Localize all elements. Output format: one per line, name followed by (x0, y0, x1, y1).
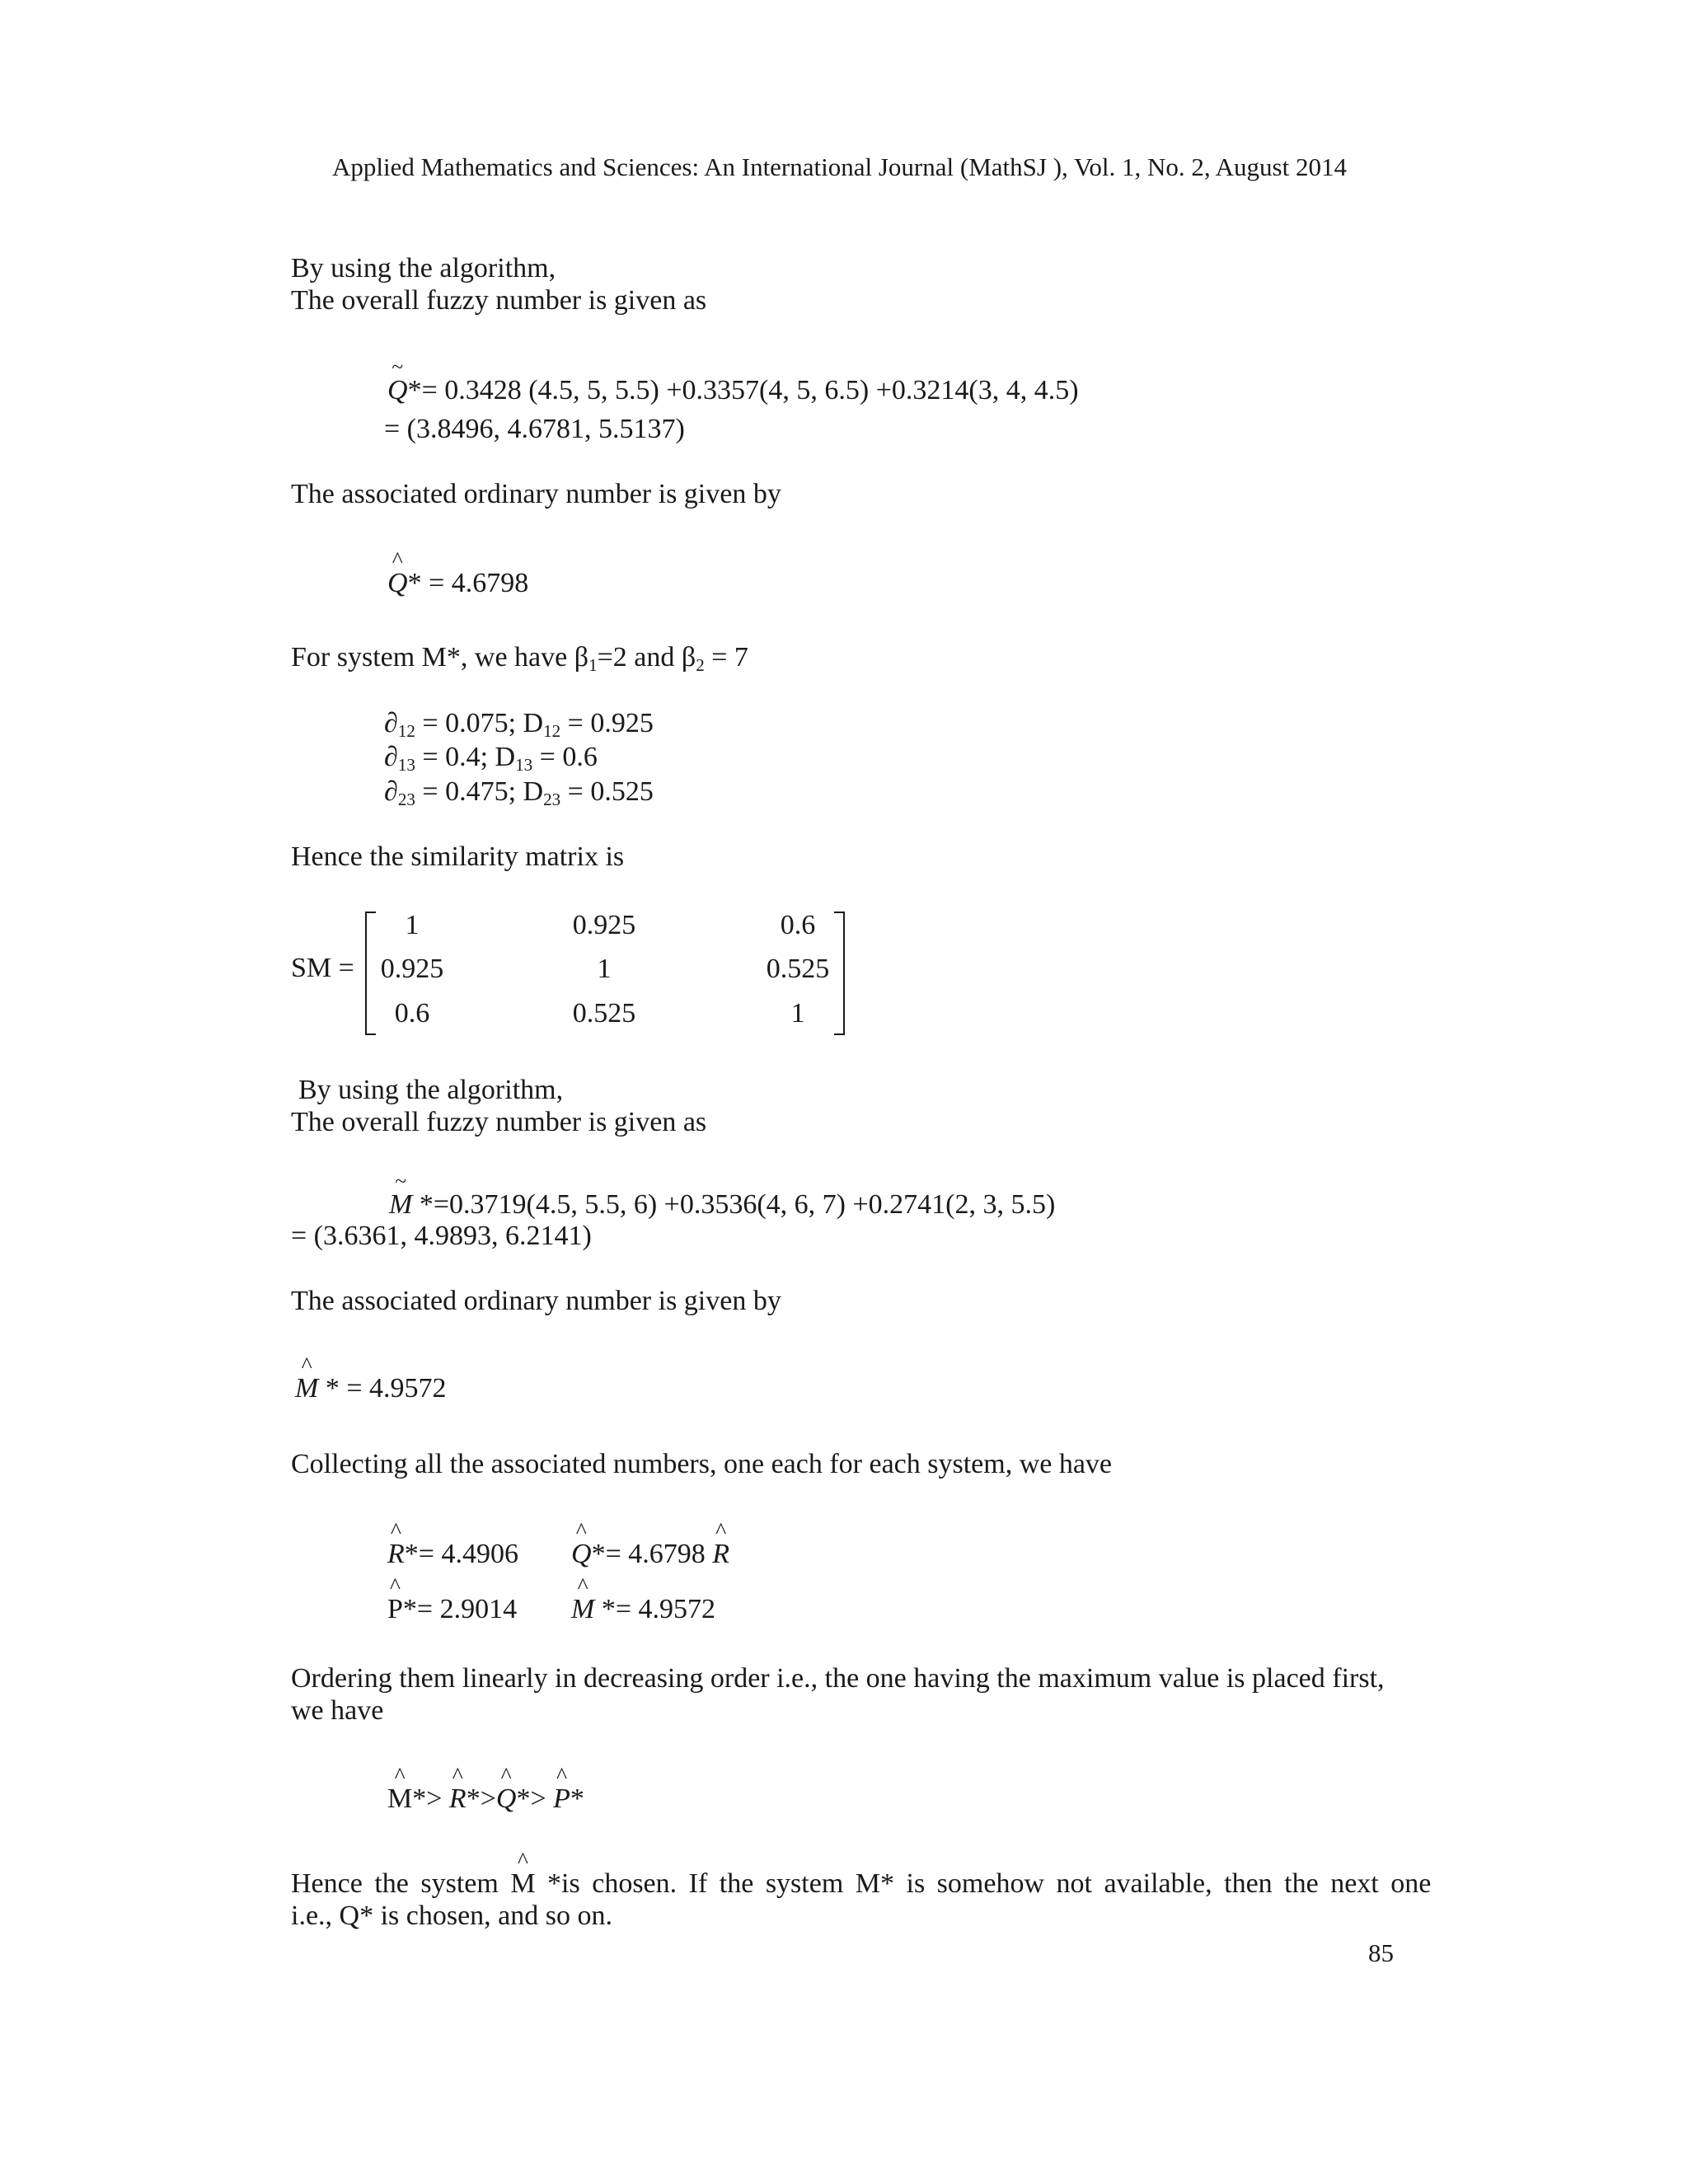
paragraph-by-using-algorithm: By using the algorithm, (291, 253, 556, 284)
matrix-cell: 1 (405, 910, 420, 940)
partial-23: $\partial_{23} = 0.475$; $D_{23} = 0.525$ (384, 776, 654, 809)
partial-12: $\partial_{12} = 0.075$; $D_{12} = 0.925$ (384, 708, 654, 741)
matrix-cell: 1 (597, 954, 612, 984)
equation-q-tilde-rhs: *= 0.3428 (4.5, 5, 5.5) +0.3357(4, 5, 6.5) +0.3214(3, 4, 4.5) (407, 375, 1079, 405)
matrix-left-bracket (365, 912, 376, 1035)
matrix-right-bracket (834, 912, 845, 1035)
matrix-cell: 0.925 (380, 954, 444, 984)
equation-m-hat (295, 1352, 447, 1404)
equation-q-hat-rhs: * = 4.6798 (407, 568, 529, 598)
paragraph-associated-number-2: The associated ordinary number is given by (291, 1286, 781, 1316)
equation-q-hat (387, 547, 529, 599)
paragraph-collecting: Collecting all the associated numbers, one each for each system, we have (291, 1449, 1113, 1479)
paragraph-hence-line2: i.e., Q* is chosen, and so on. (291, 1900, 613, 1931)
paragraph-overall-fuzzy-number-2: The overall fuzzy number is given as (291, 1107, 707, 1137)
q-hat-symbol: ^ Q (495, 1763, 517, 1814)
equation-m-tilde-result: = (3.6361, 4.9893, 6.2141) (291, 1221, 592, 1251)
m-hat-symbol: ^ M (510, 1848, 536, 1899)
collected-m: ^ M *= 4.9572 (571, 1573, 716, 1624)
equation-q-tilde (387, 354, 1079, 406)
partial-13: $\partial_{13} = 0.4$; $D_{13} = 0.6$ (384, 742, 598, 775)
matrix-label: SM = (291, 953, 354, 983)
equation-q-tilde-result: = (3.8496, 4.6781, 5.5137) (384, 414, 685, 444)
collected-q: ^ Q*= 4.6798 ^ R (571, 1518, 730, 1569)
paragraph-by-using-algorithm-2: By using the algorithm, (298, 1075, 564, 1105)
ordering-inequality: ^ M*> ^ R*> ^ Q*> ^ P* (387, 1763, 584, 1814)
p-hat-symbol: ^ P (387, 1573, 403, 1624)
paragraph-hence-chosen: Hence the system ^ M *is chosen. If the system M* is somehow not available, then the next one (291, 1848, 1432, 1899)
m-hat-symbol: ^ M (571, 1573, 595, 1624)
paragraph-system-m: For system M*, we have $\beta_1=2$ and $\beta_2 = 7$ (291, 642, 748, 675)
paragraph-ordering: Ordering them linearly in decreasing order i.e., the one having the maximum value is placed first, (291, 1663, 1385, 1694)
equation-m-tilde (389, 1169, 1056, 1221)
matrix-cell: 0.525 (572, 998, 636, 1029)
page-number: 85 (1368, 1938, 1394, 1967)
q-hat-symbol: ^ Q (387, 547, 408, 598)
paragraph-similarity-matrix: Hence the similarity matrix is (291, 841, 625, 872)
equation-m-hat-rhs: * = 4.9572 (318, 1373, 447, 1404)
running-header: Applied Mathematics and Sciences: An International Journal (MathSJ ), Vol. 1, No. 2, August 2014 (332, 152, 1347, 181)
collected-p: ^ P*= 2.9014 (387, 1573, 518, 1624)
q-tilde-symbol: ~ Q (387, 354, 408, 405)
r-hat-symbol: ^ R (387, 1518, 405, 1569)
paragraph-ordering-we-have: we have (291, 1695, 384, 1726)
r-hat-symbol: ^ R (712, 1518, 730, 1569)
equation-m-tilde-rhs: *=0.3719(4.5, 5.5, 6) +0.3536(4, 6, 7) +0.2741(2, 3, 5.5) (412, 1189, 1056, 1220)
m-hat-symbol: ^ M (387, 1763, 413, 1814)
matrix-cell: 0.6 (780, 910, 816, 940)
paragraph-associated-number: The associated ordinary number is given by (291, 479, 781, 509)
p-hat-symbol: ^ P (553, 1763, 570, 1814)
paragraph-overall-fuzzy-number: The overall fuzzy number is given as (291, 285, 707, 316)
m-hat-symbol: ^ M (295, 1352, 319, 1404)
matrix-cell: 0.525 (766, 954, 830, 984)
collected-r: ^ R*= 4.4906 (387, 1518, 518, 1569)
m-tilde-symbol: ~ M (389, 1169, 413, 1220)
r-hat-symbol: ^ R (448, 1763, 467, 1814)
q-hat-symbol: ^ Q (571, 1518, 592, 1569)
matrix-cell: 0.925 (572, 910, 636, 940)
matrix-cell: 0.6 (394, 998, 430, 1029)
matrix-cell: 1 (790, 998, 805, 1029)
